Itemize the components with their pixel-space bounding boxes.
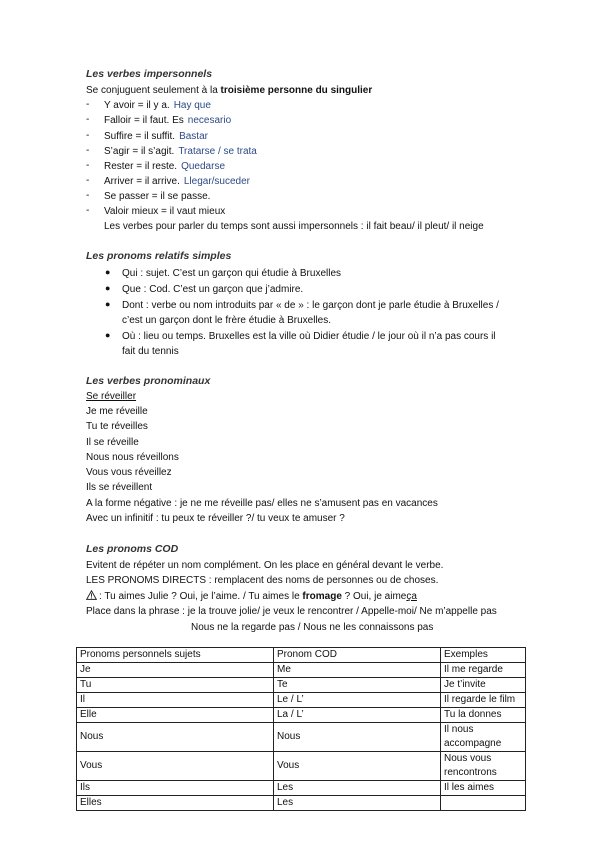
impersonal-item <box>104 99 211 112</box>
cod-example-b: fromage <box>302 591 342 602</box>
section-title-relatifs: Les pronoms relatifs simples <box>86 250 232 262</box>
table-row <box>77 752 526 781</box>
table-cell: Vous <box>77 752 274 781</box>
cod-example-d: ça <box>406 591 417 602</box>
warning-icon <box>86 590 97 600</box>
conj-line: Vous vous réveillez <box>86 467 172 478</box>
relatif-ou-2: fait du tennis <box>122 346 179 357</box>
cod-line-2: LES PRONOMS DIRECTS : remplacent des noms de personnes ou de choses. <box>86 575 439 586</box>
table-row <box>77 708 526 723</box>
list-dash: - <box>86 175 90 186</box>
table-header-row <box>77 648 526 663</box>
impersonal-item <box>104 145 257 158</box>
table-row <box>77 796 526 811</box>
impersonal-item <box>104 114 231 127</box>
conj-line: Nous nous réveillons <box>86 452 179 463</box>
spanish-translation: Quedarse <box>181 161 226 172</box>
table-cell: Ils <box>77 781 274 796</box>
relatif-que: Que : Cod. C’est un garçon que j’admire. <box>122 284 304 295</box>
verb-text: S’agir = il s’agit. <box>104 146 175 157</box>
cod-line-5: Nous ne la regarde pas / Nous ne les connaissons pas <box>191 622 434 633</box>
table-cell: Le / L’ <box>274 693 441 708</box>
weather-note: Les verbes pour parler du temps sont aussi impersonnels : il fait beau/ il pleut/ il neige <box>104 221 484 232</box>
bullet-dot: ● <box>105 330 111 340</box>
table-cell: Vous <box>274 752 441 781</box>
table-cell: Je <box>77 663 274 678</box>
cod-line-1: Evitent de répéter un nom complément. On les place en général devant le verbe. <box>86 560 444 571</box>
intro-prefix: Se conjuguent seulement à la <box>86 85 221 96</box>
spanish-translation: Hay que <box>173 100 211 111</box>
table-cell: Il les aimes <box>441 781 526 796</box>
impersonal-item <box>104 160 225 173</box>
spanish-translation: Llegar/suceder <box>183 176 251 187</box>
cod-line-4: Place dans la phrase : je la trouve jolie/ je veux le rencontrer / Appelle-moi/ Ne m’appelle pas <box>86 606 497 617</box>
impersonal-item <box>104 130 208 143</box>
section-title-pronominaux: Les verbes pronominaux <box>86 375 211 387</box>
list-dash: - <box>86 130 90 141</box>
relatif-dont-2: c’est un garçon dont le frère étudie à Bruxelles. <box>122 315 332 326</box>
impersonal-item <box>104 190 210 203</box>
relatif-ou-1: Où : lieu ou temps. Bruxelles est la ville où Didier étudie / le jour où il n’a pas cours il <box>122 331 496 342</box>
verb-text: Arriver = il arrive. <box>104 176 180 187</box>
list-dash: - <box>86 160 90 171</box>
verb-text: Y avoir = il y a. <box>104 100 170 111</box>
table-cell: Tu la donnes <box>441 708 526 723</box>
table-body <box>77 663 526 811</box>
table-cell: Je t’invite <box>441 678 526 693</box>
verb-text: Valoir mieux = il vaut mieux <box>104 206 226 217</box>
table-row <box>77 663 526 678</box>
table-cell: Elle <box>77 708 274 723</box>
table-cell: Les <box>274 781 441 796</box>
verb-text: Rester = il reste. <box>104 161 178 172</box>
bullet-dot: ● <box>105 267 111 277</box>
conj-line: Ils se réveillent <box>86 482 153 493</box>
impersonal-item <box>104 205 225 218</box>
list-dash: - <box>86 114 90 125</box>
bullet-dot: ● <box>105 299 111 309</box>
table-header-cell: Pronom COD <box>274 648 441 663</box>
list-dash: - <box>86 99 90 110</box>
table-header-cell: Exemples <box>441 648 526 663</box>
cod-example-line <box>86 590 417 603</box>
relatif-dont-1: Dont : verbe ou nom introduits par « de » : le garçon dont je parle étudie à Bruxelles / <box>122 300 499 311</box>
cod-table <box>76 647 526 811</box>
conj-line: Il se réveille <box>86 437 139 448</box>
table-row <box>77 723 526 752</box>
infinitive-form: Avec un infinitif : tu peux te réveiller ?/ tu veux te amuser ? <box>86 513 345 524</box>
list-dash: - <box>86 145 90 156</box>
spanish-translation: necesario <box>187 115 232 126</box>
spanish-translation: Tratarse / se trata <box>178 146 257 157</box>
conj-line: Je me réveille <box>86 406 148 417</box>
bullet-dot: ● <box>105 283 111 293</box>
table-cell: Te <box>274 678 441 693</box>
cod-example-c: ? Oui, je aime <box>341 591 407 602</box>
table-cell <box>441 796 526 811</box>
table-cell: Il regarde le film <box>441 693 526 708</box>
table-cell: Il nous accompagne <box>441 723 526 752</box>
table-cell: Les <box>274 796 441 811</box>
table-header-cell: Pronoms personnels sujets <box>77 648 274 663</box>
table-row <box>77 781 526 796</box>
conj-line: Tu te réveilles <box>86 421 148 432</box>
table-cell: Nous vous rencontrons <box>441 752 526 781</box>
table-cell: Elles <box>77 796 274 811</box>
table-cell: La / L’ <box>274 708 441 723</box>
table-cell: Il me regarde <box>441 663 526 678</box>
table-cell: Il <box>77 693 274 708</box>
intro-bold: troisième personne du singulier <box>220 85 373 96</box>
impersonal-item <box>104 175 250 188</box>
list-dash: - <box>86 190 90 201</box>
impersonal-intro <box>86 84 372 97</box>
table-cell: Nous <box>77 723 274 752</box>
section-title-cod: Les pronoms COD <box>86 543 179 555</box>
cod-example-a: : Tu aimes Julie ? Oui, je l’aime. / Tu aimes le <box>99 591 303 602</box>
verb-text: Falloir = il faut. Es <box>104 115 184 126</box>
spanish-translation: Bastar <box>179 131 208 142</box>
verb-text: Suffire = il suffit. <box>104 131 176 142</box>
table-cell: Tu <box>77 678 274 693</box>
table-row <box>77 693 526 708</box>
negative-form: A la forme négative : je ne me réveille pas/ elles ne s’amusent pas en vacances <box>86 498 438 509</box>
verb-se-reveiller: Se réveiller <box>86 391 137 402</box>
relatif-qui: Qui : sujet. C’est un garçon qui étudie à Bruxelles <box>122 268 342 279</box>
table-cell: Nous <box>274 723 441 752</box>
table-row <box>77 678 526 693</box>
section-title-impersonnels: Les verbes impersonnels <box>86 68 213 80</box>
verb-text: Se passer = il se passe. <box>104 191 211 202</box>
list-dash: - <box>86 205 90 216</box>
table-cell: Me <box>274 663 441 678</box>
